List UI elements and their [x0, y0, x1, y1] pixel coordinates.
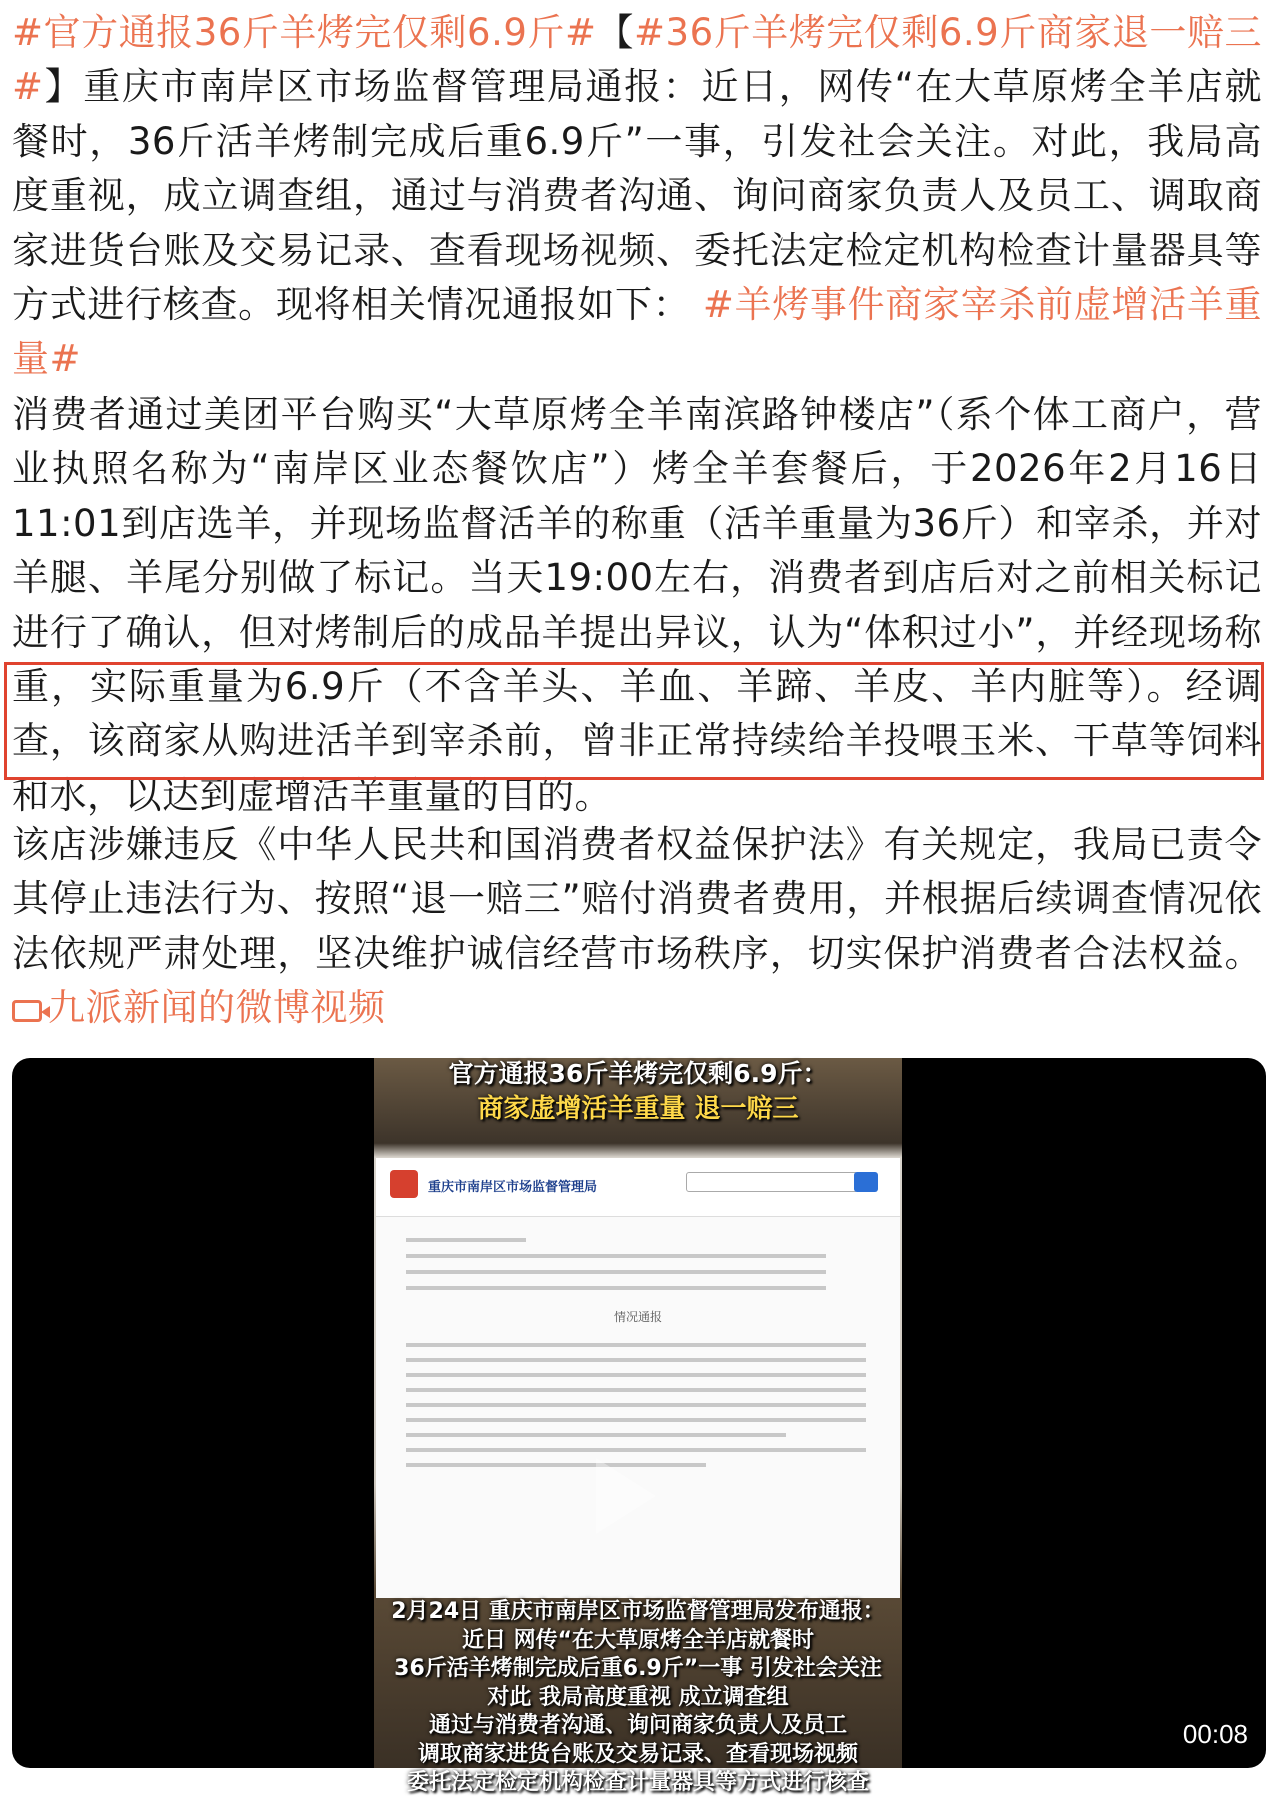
post-paragraph-1	[12, 6, 1262, 387]
video-duration: 00:08	[1182, 1719, 1248, 1749]
caption-line: 2月24日 重庆市南岸区市场监督管理局发布通报：	[391, 1599, 885, 1624]
doc-text-line	[406, 1238, 526, 1242]
video-caption-title: 官方通报36斤羊烤完仅剩6.9斤：	[448, 1059, 828, 1088]
doc-text-line	[406, 1254, 826, 1258]
caption-line: 通过与消费者沟通、询问商家负责人及员工	[428, 1713, 847, 1738]
caption-line: 36斤活羊烤制完成后重6.9斤”一事 引发社会关注	[394, 1656, 882, 1681]
hashtag-official-report[interactable]: #官方通报36斤羊烤完仅剩6.9斤#	[12, 11, 597, 54]
document-header	[376, 1158, 900, 1217]
video-player[interactable]	[12, 1058, 1266, 1795]
document-search-input	[686, 1172, 858, 1192]
video-camera-icon	[12, 1000, 42, 1022]
hashtag-weight-inflation[interactable]: #羊烤事件商家宰杀前虚增活羊重量#	[12, 283, 1262, 381]
doc-text-line	[406, 1388, 866, 1392]
paragraph-1-text: 】重庆市南岸区市场监督管理局通报：近日，网传“在大草原烤全羊店就餐时，36斤活羊烤制完成后重6.9斤”一事，引发社会关注。对此，我局高度重视，成立调查组，通过与消费者沟通、询问商家负责人及员工、调取商家进货台账及交易记录、查看现场视频、委托法定检定机构检查计量器具等方式进行核查。现将相关情况通报如下：	[12, 65, 1262, 327]
play-icon[interactable]	[596, 1458, 656, 1534]
doc-text-line	[406, 1343, 866, 1347]
document-screenshot	[376, 1158, 900, 1598]
caption-line: 对此 我局高度重视 成立调查组	[487, 1684, 789, 1710]
post-paragraph-2: 消费者通过美团平台购买“大草原烤全羊南滨路钟楼店”（系个体工商户，营业执照名称为“南岸区业态餐饮店”）烤全羊套餐后，于2026年2月16日11:01到店选羊，并现场监督活羊的称重（活羊重量为36斤）和宰杀，并对羊腿、羊尾分别做了标记。当天19:00左右，消费者到店后对之前相关标记进行了确认，但对烤制后的成品羊提出异议，认为“体积过小”，并经现场称重，实际重量为6.9斤（不含羊头、羊血、羊蹄、羊皮、羊内脏等）。经调查，该商家从购进活羊到宰杀前，曾非正常持续给羊投喂玉米、干草等饲料和水，以达到虚增活羊重量的目的。	[12, 393, 1262, 817]
doc-text-line	[406, 1270, 826, 1274]
doc-text-line	[406, 1358, 866, 1362]
doc-text-line	[406, 1373, 866, 1377]
doc-text-line	[406, 1418, 866, 1422]
video-link-label: 九派新闻的微博视频	[48, 986, 386, 1030]
post-paragraph-3	[12, 818, 1262, 1036]
doc-text-line	[406, 1448, 866, 1452]
video-link[interactable]	[12, 986, 386, 1029]
video-caption-subtitle: 商家虚增活羊重量 退一赔三	[477, 1094, 799, 1124]
hashtag-refund-compensation[interactable]: #36斤羊烤完仅剩6.9斤商家退一赔三#	[12, 11, 1262, 109]
bracket-open: 【	[596, 11, 635, 54]
doc-text-line	[406, 1463, 706, 1467]
video-caption-block	[374, 1598, 902, 1798]
caption-line: 调取商家进货台账及交易记录、查看现场视频	[417, 1741, 858, 1767]
document-subtitle: 情况通报	[613, 1310, 662, 1324]
document-title: 重庆市南岸区市场监督管理局	[428, 1180, 598, 1195]
emblem-icon	[390, 1170, 418, 1198]
video-frame	[374, 1058, 902, 1795]
doc-text-line	[406, 1403, 866, 1407]
doc-text-line	[406, 1286, 826, 1290]
paragraph-3-text: 该店涉嫌违反《中华人民共和国消费者权益保护法》有关规定，我局已责令其停止违法行为、按照“退一赔三”赔付消费者费用，并根据后续调查情况依法依规严肃处理，坚决维护诚信经营市场秩序，切实保护消费者合法权益。	[12, 823, 1262, 975]
document-search-icon	[854, 1172, 878, 1192]
caption-line: 委托法定检定机构检查计量器具等方式进行核查	[406, 1770, 869, 1795]
doc-text-line	[406, 1433, 786, 1437]
caption-line: 近日 网传“在大草原烤全羊店就餐时	[461, 1627, 815, 1653]
